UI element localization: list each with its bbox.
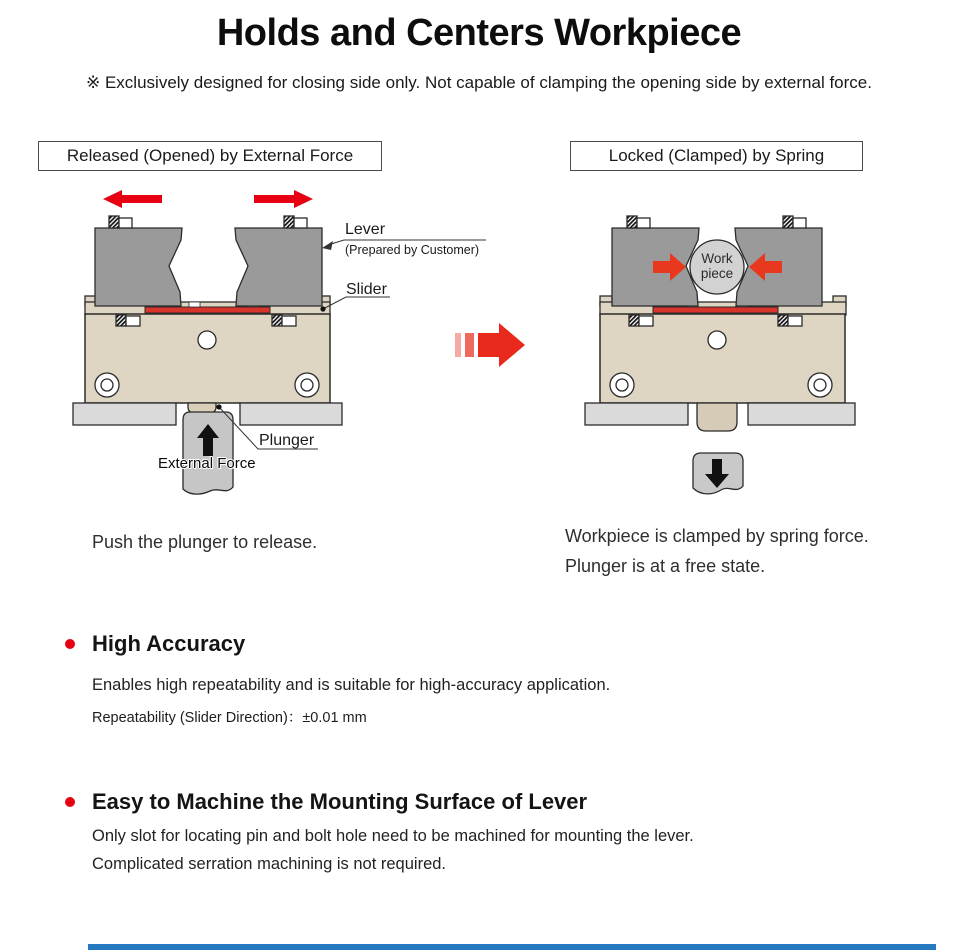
locked-caption [565, 521, 869, 581]
design-note: ※ Exclusively designed for closing side only. Not capable of clamping the opening side by external force. [86, 73, 872, 92]
bolt-hole-left [610, 373, 634, 397]
body-pin-right [778, 315, 802, 326]
base-plate-right [240, 403, 342, 425]
workpiece-label-line1: Work [701, 251, 733, 266]
locked-caption-line2: Plunger is at a free state. [565, 556, 766, 576]
release-arrow-right-icon [254, 190, 313, 208]
slider-annotation: Slider [346, 281, 387, 298]
feature-easy-machine-header [65, 789, 587, 815]
base-plate-right [748, 403, 855, 425]
center-hole [708, 331, 726, 349]
feature-body-line1: Only slot for locating pin and bolt hole need to be machined for mounting the lever. [92, 827, 694, 845]
clamp-body [85, 314, 330, 403]
plunger-annotation: Plunger [259, 432, 315, 449]
bolt-hole-right [808, 373, 832, 397]
plunger-free [697, 403, 737, 431]
page-title: Holds and Centers Workpiece [216, 12, 742, 54]
body-pin-left [629, 315, 653, 326]
locked-caption-line1: Workpiece is clamped by spring force. [565, 526, 869, 546]
slider-leader-line [320, 297, 390, 312]
feature-high-accuracy-header [65, 631, 245, 657]
bullet-icon [65, 639, 75, 649]
body-pin-left [116, 315, 140, 326]
lever-pin-left [627, 216, 650, 228]
body-pin-right [272, 315, 296, 326]
clamp-diagrams [0, 180, 958, 510]
lever-sub-annotation: (Prepared by Customer) [345, 243, 480, 257]
workpiece-label [687, 251, 747, 281]
slider-strip-red [653, 307, 778, 313]
bolt-hole-right [295, 373, 319, 397]
released-figure-label-text: Released (Opened) by External Force [66, 146, 354, 165]
released-figure-label [38, 141, 382, 171]
external-force-annotation: External Force [158, 455, 256, 472]
feature-heading: Easy to Machine the Mounting Surface of Lever [92, 789, 588, 814]
lever-right [235, 228, 322, 306]
lever-left [95, 228, 182, 306]
lever-pin-right [783, 216, 806, 228]
workpiece-label-line2: piece [700, 266, 734, 281]
locked-figure-label-text: Locked (Clamped) by Spring [608, 146, 825, 165]
feature-body: Enables high repeatability and is suitable for high-accuracy application. [92, 676, 611, 694]
bolt-hole-left [95, 373, 119, 397]
locked-figure-label [570, 141, 863, 171]
base-plate-left [585, 403, 688, 425]
release-arrow-left-icon [103, 190, 162, 208]
slider-strip-red [145, 307, 270, 313]
lever-annotation: Lever [345, 221, 386, 238]
transition-arrow-icon [455, 323, 525, 367]
base-plate-left [73, 403, 176, 425]
feature-heading: High Accuracy [92, 631, 246, 656]
bullet-icon [65, 797, 75, 807]
feature-detail: Repeatability (Slider Direction)：±0.01 mm [92, 710, 367, 726]
released-caption: Push the plunger to release. [92, 532, 318, 552]
center-hole [198, 331, 216, 349]
lever-pin-right [284, 216, 307, 228]
lever-pin-left [109, 216, 132, 228]
feature-body-line2: Complicated serration machining is not required. [92, 855, 447, 873]
bottom-rule [88, 944, 936, 950]
